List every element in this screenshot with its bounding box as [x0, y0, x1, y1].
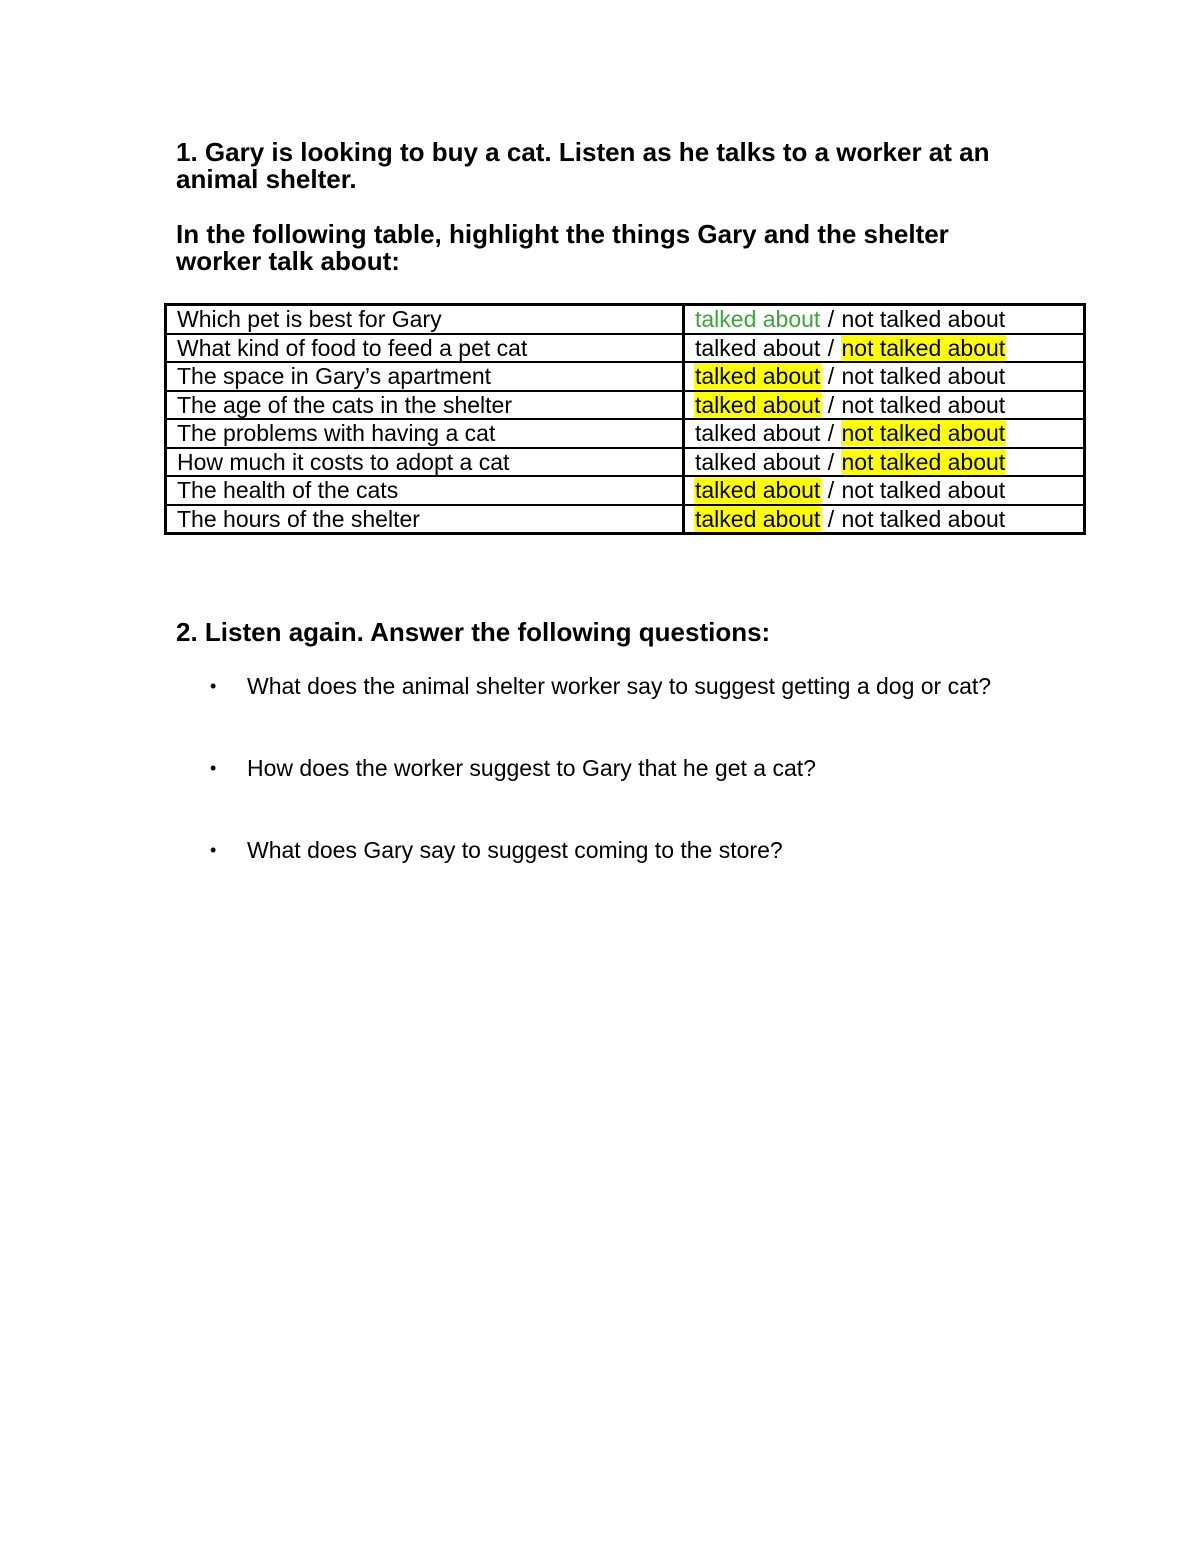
table-row	[166, 505, 1085, 534]
question-1-title: 1. Gary is looking to buy a cat. Listen as he talks to a worker at an animal shelter.	[176, 137, 990, 194]
answer-cell	[684, 305, 1085, 334]
option-separator: /	[827, 334, 835, 361]
table-row	[166, 305, 1085, 334]
option-talked-about[interactable]: talked about	[695, 477, 821, 504]
topics-table	[164, 303, 1086, 535]
table-row	[166, 448, 1085, 477]
option-separator: /	[827, 306, 835, 333]
option-talked-about[interactable]: talked about	[695, 448, 821, 475]
answer-cell	[684, 476, 1085, 505]
bullet-icon: •	[210, 840, 217, 860]
bullet-icon: •	[210, 758, 217, 778]
topic-cell: The hours of the shelter	[166, 505, 684, 534]
question-2-title: 2. Listen again. Answer the following questions:	[176, 617, 771, 647]
option-talked-about[interactable]: talked about	[695, 505, 821, 532]
option-not-talked-about[interactable]: not talked about	[841, 334, 1006, 361]
option-separator: /	[827, 448, 835, 475]
option-separator: /	[827, 363, 835, 390]
table-row	[166, 391, 1085, 420]
answer-cell	[684, 391, 1085, 420]
option-separator: /	[827, 391, 835, 418]
option-not-talked-about[interactable]: not talked about	[841, 363, 1006, 390]
option-separator: /	[827, 477, 835, 504]
topic-cell: How much it costs to adopt a cat	[166, 448, 684, 477]
topic-cell: The space in Gary’s apartment	[166, 362, 684, 391]
option-talked-about[interactable]: talked about	[695, 363, 821, 390]
question-item	[204, 754, 1024, 782]
question-list	[204, 672, 1024, 864]
topic-cell: The problems with having a cat	[166, 419, 684, 448]
option-not-talked-about[interactable]: not talked about	[841, 391, 1006, 418]
answer-cell	[684, 362, 1085, 391]
topic-cell: The health of the cats	[166, 476, 684, 505]
table-row	[166, 419, 1085, 448]
option-separator: /	[827, 420, 835, 447]
topic-cell: What kind of food to feed a pet cat	[166, 334, 684, 363]
question-text: How does the worker suggest to Gary that he get a cat?	[247, 755, 816, 781]
question-text: What does the animal shelter worker say to suggest getting a dog or cat?	[247, 673, 992, 699]
table-row	[166, 334, 1085, 363]
option-talked-about[interactable]: talked about	[695, 420, 821, 447]
topic-cell: The age of the cats in the shelter	[166, 391, 684, 420]
answer-cell	[684, 419, 1085, 448]
question-text: What does Gary say to suggest coming to the store?	[247, 837, 783, 863]
answer-cell	[684, 505, 1085, 534]
answer-cell	[684, 334, 1085, 363]
table-row	[166, 362, 1085, 391]
option-talked-about[interactable]: talked about	[695, 334, 821, 361]
option-not-talked-about[interactable]: not talked about	[841, 477, 1006, 504]
question-item	[204, 836, 1024, 864]
table-row	[166, 476, 1085, 505]
answer-cell	[684, 448, 1085, 477]
option-not-talked-about[interactable]: not talked about	[841, 420, 1006, 447]
option-not-talked-about[interactable]: not talked about	[841, 448, 1006, 475]
question-1-instruction: In the following table, highlight the things Gary and the shelter worker talk about:	[176, 219, 949, 276]
bullet-icon: •	[210, 676, 217, 696]
option-not-talked-about[interactable]: not talked about	[841, 306, 1006, 333]
question-item	[204, 672, 1024, 700]
option-not-talked-about[interactable]: not talked about	[841, 505, 1006, 532]
option-talked-about[interactable]: talked about	[695, 306, 821, 333]
topic-cell: Which pet is best for Gary	[166, 305, 684, 334]
option-talked-about[interactable]: talked about	[695, 391, 821, 418]
option-separator: /	[827, 505, 835, 532]
